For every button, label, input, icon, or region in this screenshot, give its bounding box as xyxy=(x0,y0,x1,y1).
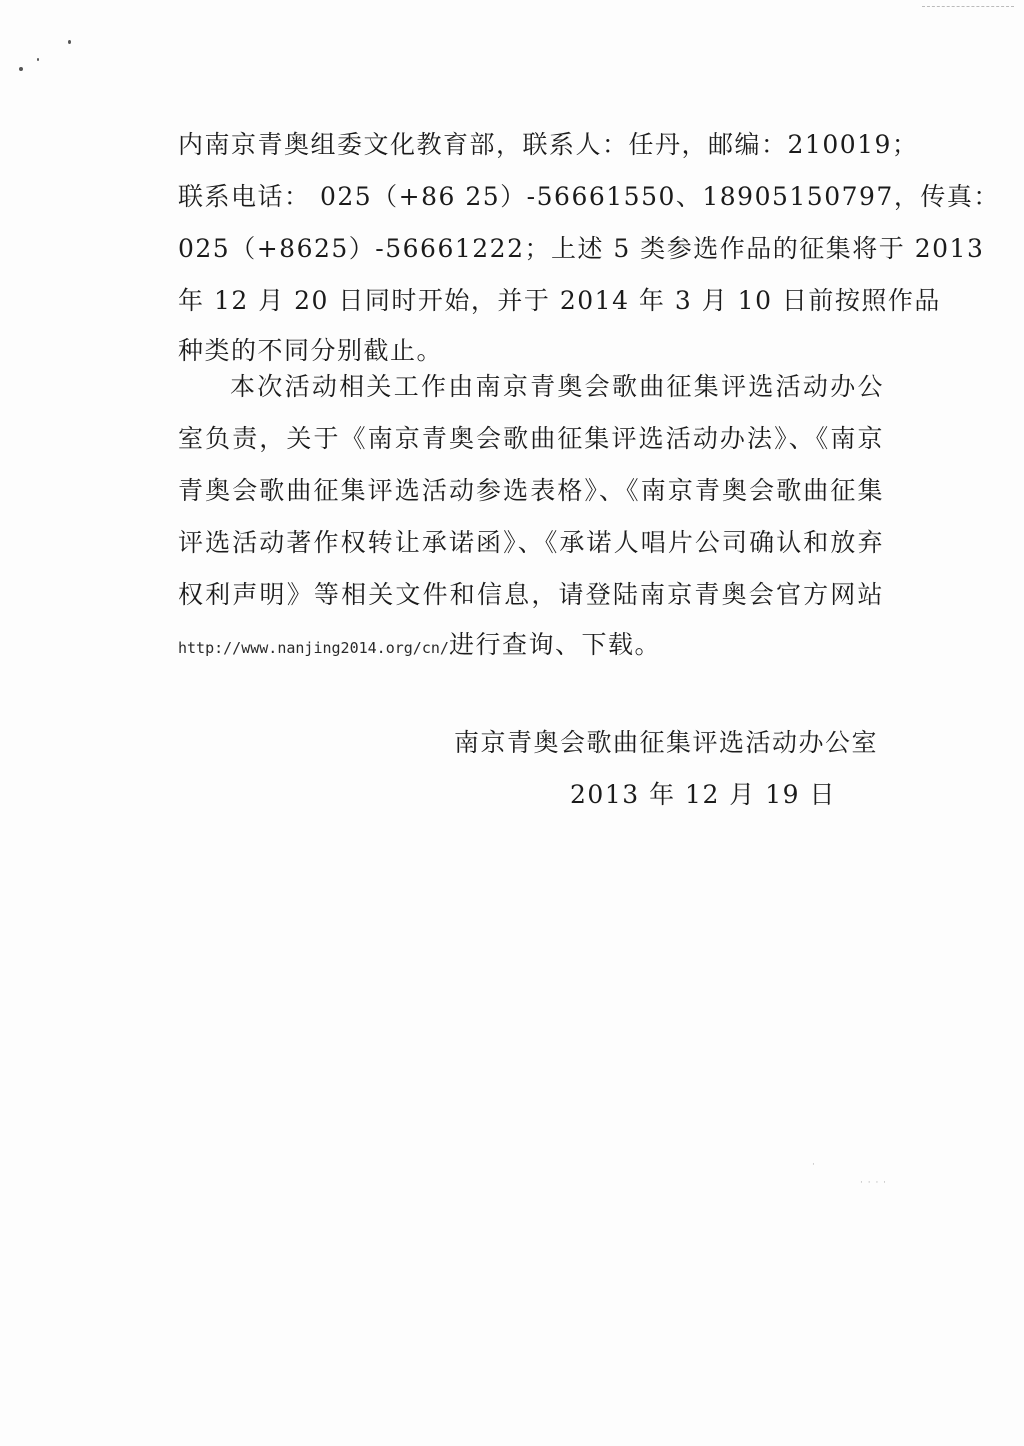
text-line-rest: 进行查询、下载。 xyxy=(448,630,661,659)
signature-office: 南京青奥会歌曲征集评选活动办公室 xyxy=(453,728,878,757)
text-line: 评选活动著作权转让承诺函》、《承诺人唱片公司确认和放弃 xyxy=(178,528,884,557)
scan-speck xyxy=(68,40,71,44)
text-line: 联系电话： 025（+86 25）-56661550、18905150797，传真： xyxy=(178,182,1000,211)
scan-dots: · · · · xyxy=(860,1178,888,1188)
text-line: 室负责，关于《南京青奥会歌曲征集评选活动办法》、《南京 xyxy=(178,424,884,453)
signature-date: 2013 年 12 月 19 日 xyxy=(570,780,836,809)
text-line: 青奥会歌曲征集评选活动参选表格》、《南京青奥会歌曲征集 xyxy=(178,476,884,505)
paragraph-instructions xyxy=(178,370,890,670)
text-line-url xyxy=(178,628,661,662)
text-line: 内南京青奥组委文化教育部，联系人：任丹，邮编：210019； xyxy=(178,130,919,159)
text-line: 本次活动相关工作由南京青奥会歌曲征集评选活动办公 xyxy=(230,372,884,401)
scan-speck xyxy=(19,67,23,71)
scan-speck xyxy=(37,58,39,61)
paragraph-contact xyxy=(178,128,1000,368)
website-link[interactable]: http://www.nanjing2014.org/cn/ xyxy=(178,639,449,657)
text-line: 种类的不同分别截止。 xyxy=(178,336,444,365)
text-line: 年 12 月 20 日同时开始，并于 2014 年 3 月 10 日前按照作品 xyxy=(178,286,941,315)
scan-dots: · xyxy=(812,1160,816,1170)
text-line: 权利声明》等相关文件和信息，请登陆南京青奥会官方网站 xyxy=(178,580,884,609)
scan-mark-top xyxy=(922,6,1014,7)
text-line: 025（+8625）-56661222；上述 5 类参选作品的征集将于 2013 xyxy=(178,234,985,263)
